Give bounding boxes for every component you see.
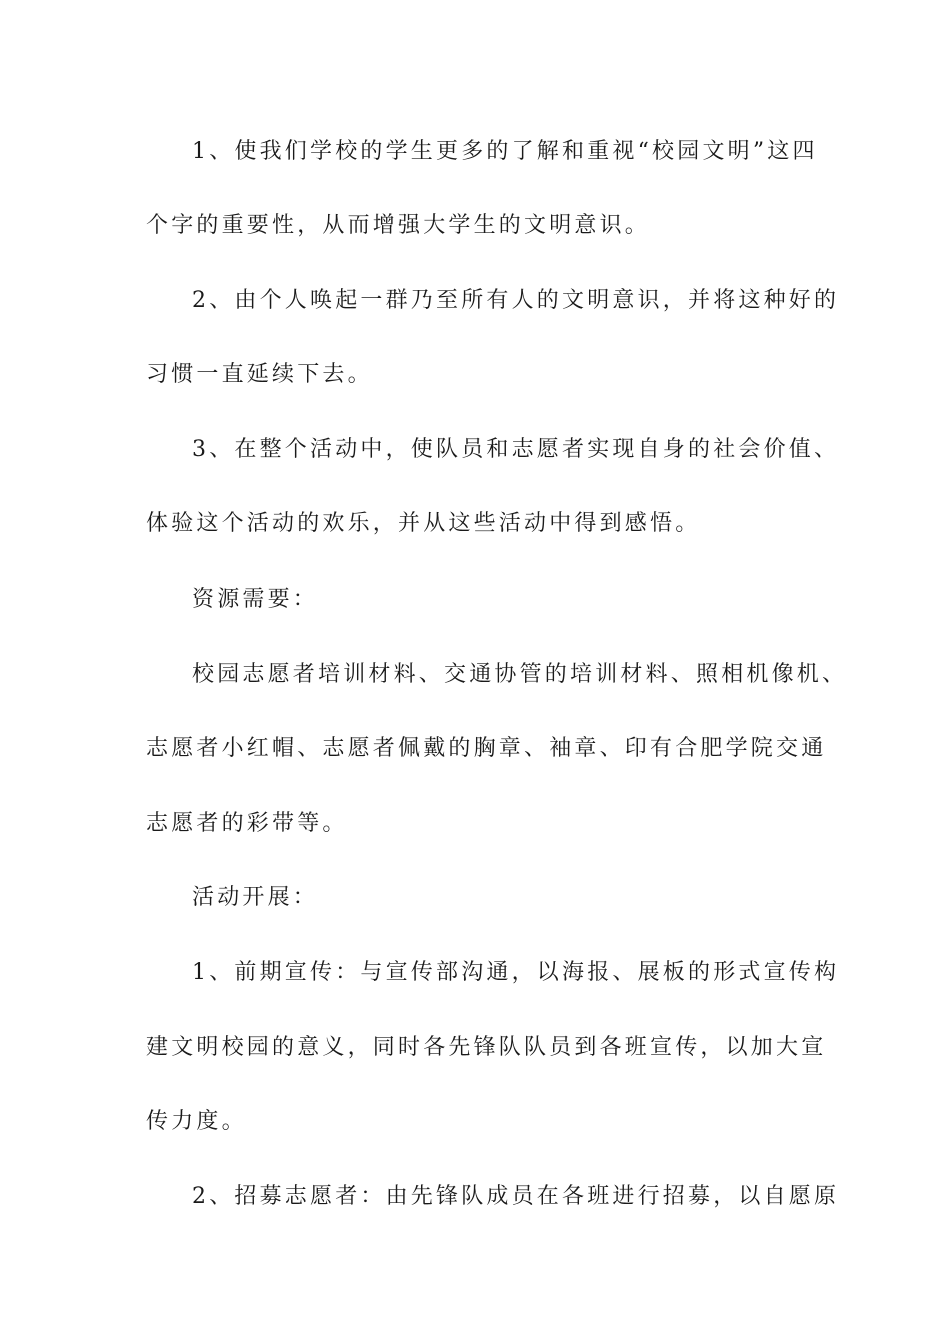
activity-1-line-2: 建文明校园的意义，同时各先锋队队员到各班宣传，以加大宣 <box>146 1035 827 1060</box>
activity-2-line-1: 2、招募志愿者：由先锋队成员在各班进行招募，以自愿原 <box>192 1184 840 1209</box>
goal-2-line-2: 习惯一直延续下去。 <box>146 362 373 387</box>
resources-heading: 资源需要： <box>192 587 319 612</box>
activity-1-line-1: 1、前期宣传：与宣传部沟通，以海报、展板的形式宣传构 <box>192 960 840 985</box>
goal-3-line-1: 3、在整个活动中，使队员和志愿者实现自身的社会价值、 <box>192 437 840 462</box>
goal-1-line-1: 1、使我们学校的学生更多的了解和重视“校园文明”这四 <box>192 139 818 164</box>
resources-line-2: 志愿者小红帽、志愿者佩戴的胸章、袖章、印有合肥学院交通 <box>146 736 827 761</box>
goal-3-line-2: 体验这个活动的欢乐，并从这些活动中得到感悟。 <box>146 511 701 536</box>
goal-2-line-1: 2、由个人唤起一群乃至所有人的文明意识，并将这种好的 <box>192 288 840 313</box>
resources-line-1: 校园志愿者培训材料、交通协管的培训材料、照相机像机、 <box>192 662 848 687</box>
activity-1-line-3: 传力度。 <box>146 1109 247 1134</box>
activities-heading: 活动开展： <box>192 885 319 910</box>
resources-line-3: 志愿者的彩带等。 <box>146 811 348 836</box>
goal-1-line-2: 个字的重要性，从而增强大学生的文明意识。 <box>146 213 651 238</box>
